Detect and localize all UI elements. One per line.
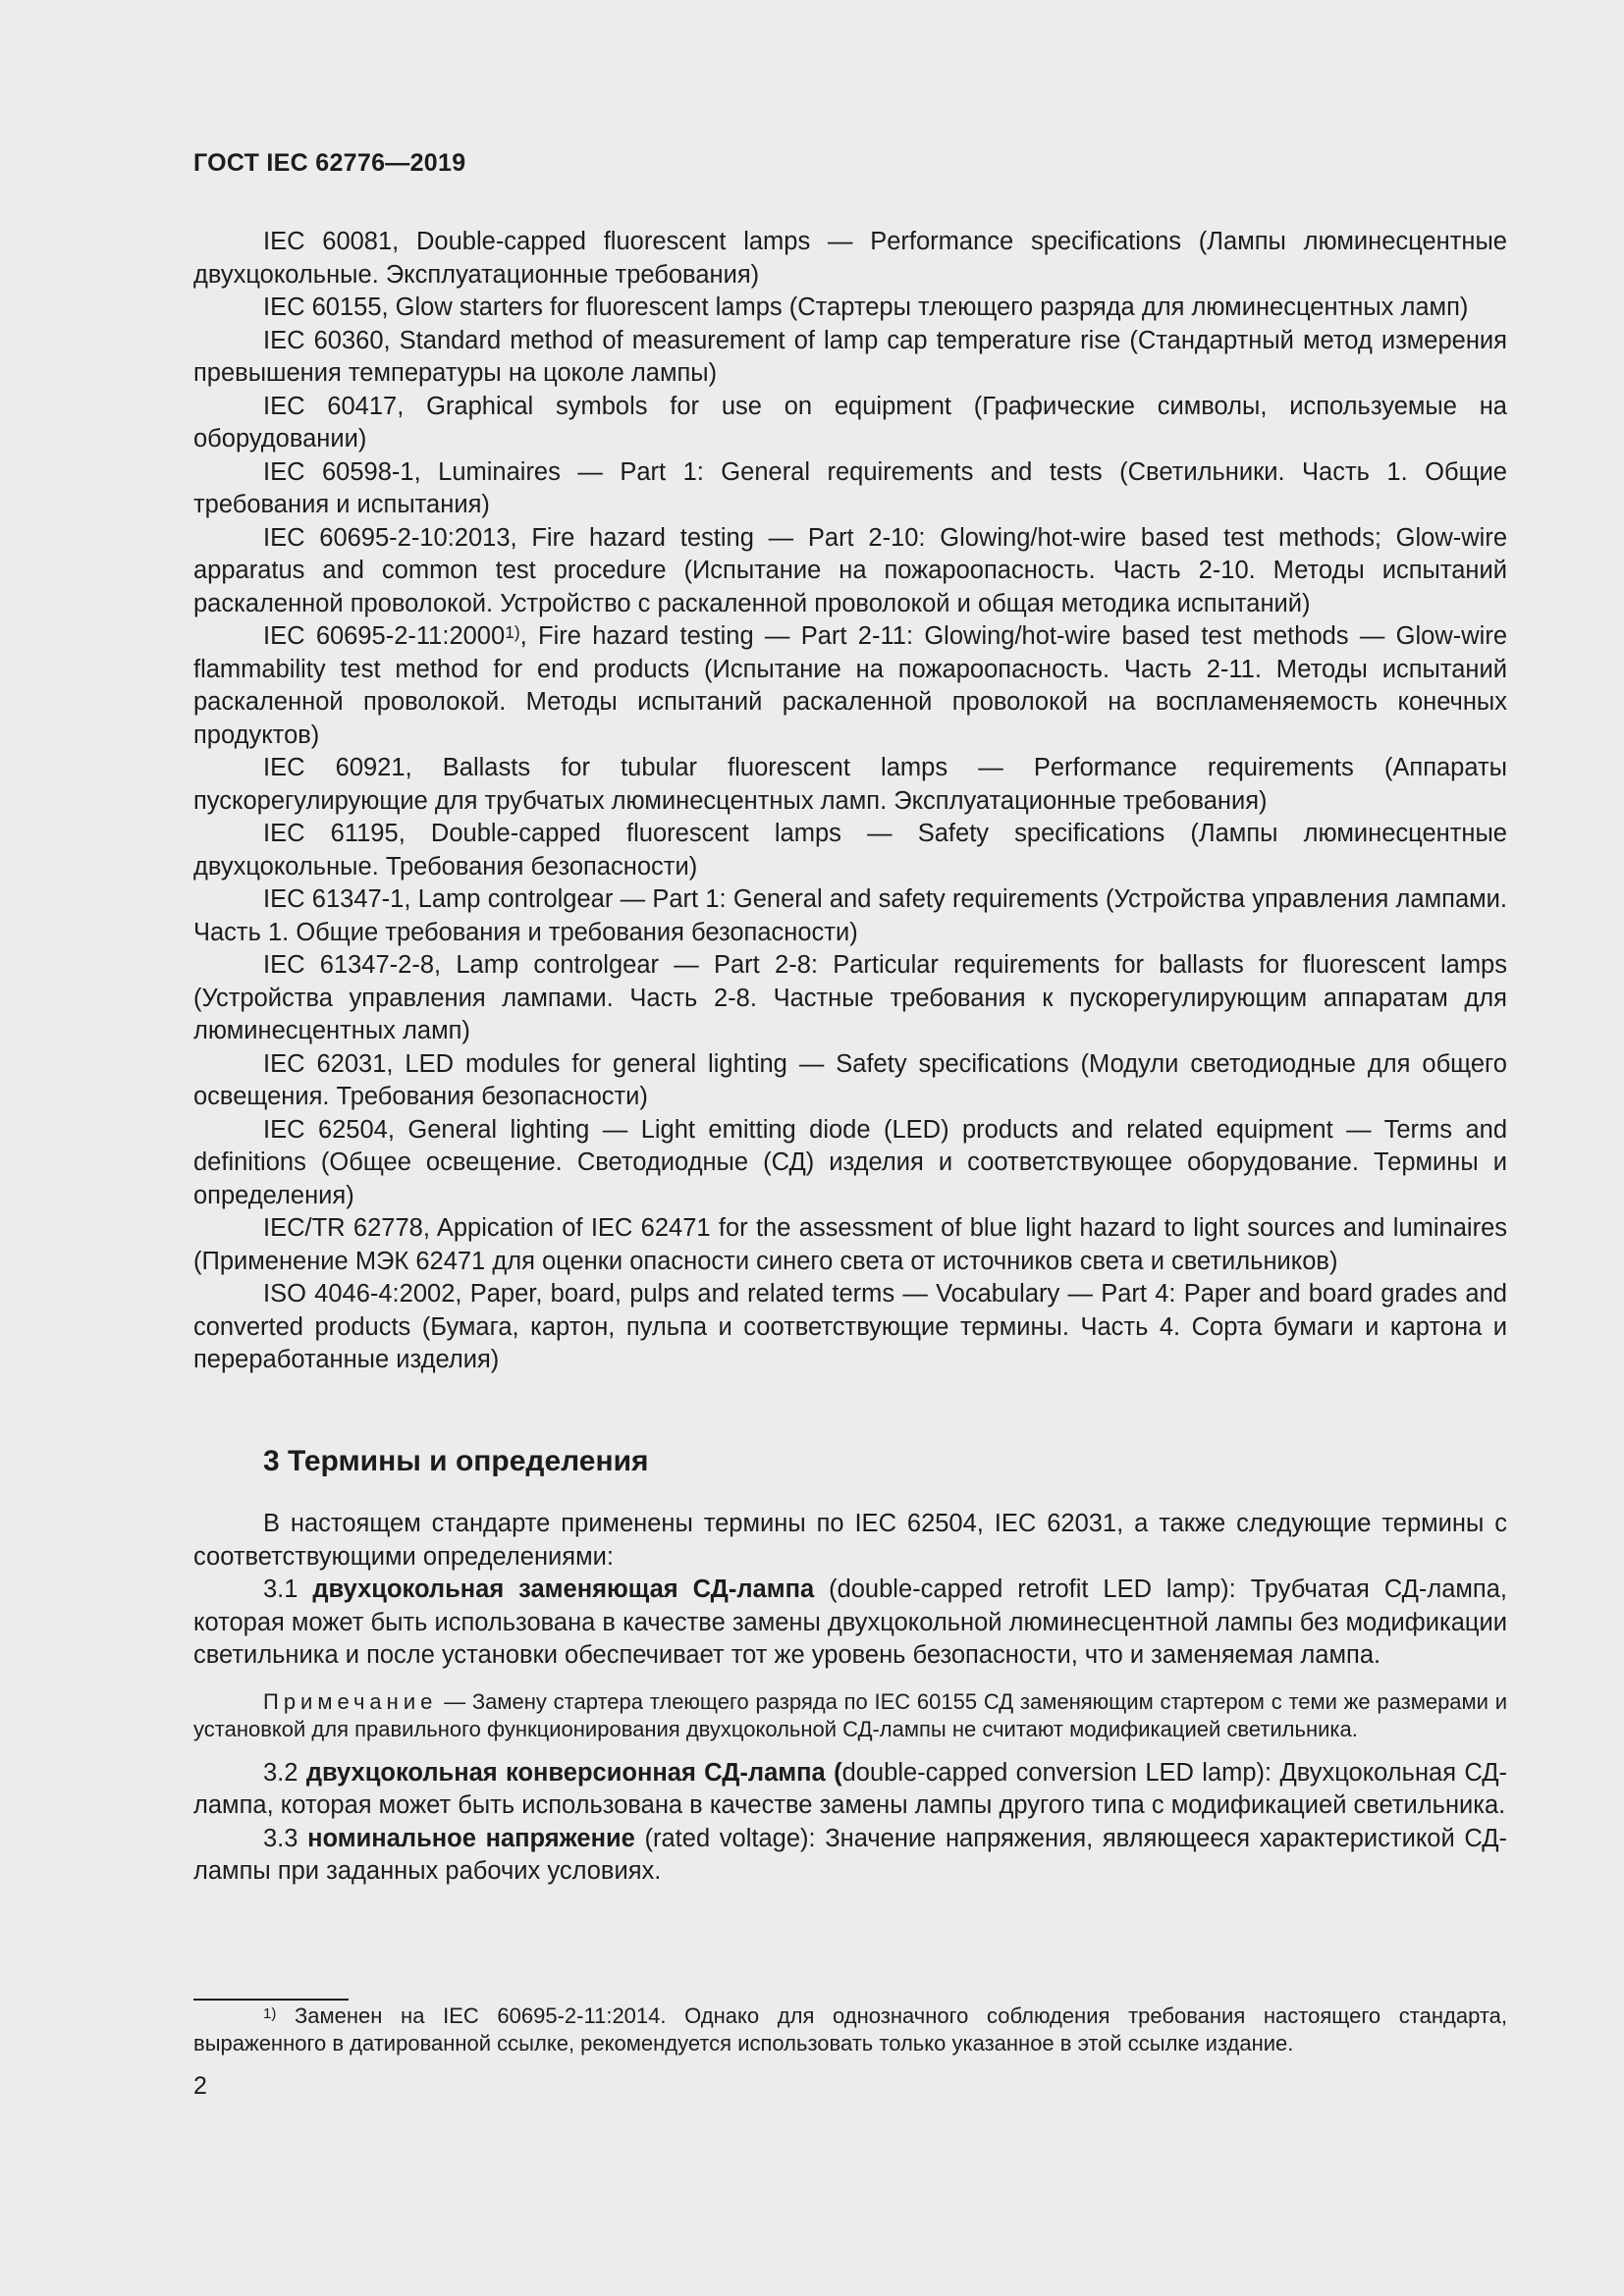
reference-text: , Ballasts for tubular fluorescent lamps — Performance requirements (Аппараты пускорегулирующие для трубчатых люминесцентных ламп. Эксплуатационные требования) bbox=[193, 754, 1507, 815]
reference-item bbox=[193, 1278, 1507, 1377]
reference-text: , Graphical symbols for use on equipment (Графические символы, используемые на оборудовании) bbox=[193, 392, 1507, 453]
reference-code: IEC 61347-2-8 bbox=[263, 951, 435, 979]
reference-code: IEC 60360 bbox=[263, 326, 384, 354]
reference-code: IEC 60695-2-11:2000 bbox=[263, 622, 506, 650]
reference-text: , LED modules for general lighting — Safety specifications (Модули светодиодные для общего освещения. Требования безопасности) bbox=[193, 1049, 1507, 1110]
reference-code: IEC 62031 bbox=[263, 1049, 387, 1078]
reference-text: , Fire hazard testing — Part 2-10: Glowing/hot-wire based test methods; Glow-wire apparatus and common test procedure (Испытание на пожароопасность. Часть 2-10. Методы испытаний раскаленной проволокой. Устройство с раскаленной проволокой и общая методика испытаний) bbox=[193, 523, 1507, 617]
footnote-marker: 1) bbox=[263, 2004, 277, 2022]
reference-item bbox=[193, 1212, 1507, 1278]
term-text: (rated voltage): Значение напряжения, являющееся характеристикой СД-лампы при заданных рабочих условиях. bbox=[193, 1824, 1507, 1885]
term-number: 3.1 bbox=[263, 1575, 298, 1603]
note bbox=[193, 1688, 1507, 1743]
reference-text: , Double-capped fluorescent lamps — Performance specifications (Лампы люминесцентные двухцокольные. Эксплуатационные требования) bbox=[193, 228, 1507, 289]
reference-code: IEC/TR 62778 bbox=[263, 1214, 423, 1242]
reference-code: IEC 61195 bbox=[263, 820, 399, 847]
term-name: двухцокольная конверсионная СД-лампа ( bbox=[305, 1758, 842, 1787]
term-text: double-capped conversion LED lamp): Двухцокольная СД-лампа, которая может быть использована в качестве замены лампы другого типа с модификацией светильника. bbox=[193, 1758, 1508, 1819]
reference-text: , Glow starters for fluorescent lamps (Стартеры тлеющего разряда для люминесцентных ламп) bbox=[381, 294, 1469, 321]
reference-item bbox=[193, 391, 1507, 456]
note-text: — Замену стартера тлеющего разряда по IEC 60155 СД заменяющим стартером с теми же размерами и установкой для правильного функционирования двухцокольной СД-лампы не считают модификацией светильника. bbox=[193, 1688, 1507, 1741]
term-definition bbox=[193, 1574, 1507, 1673]
reference-text: , General lighting — Light emitting diode (LED) products and related equipment — Terms and definitions (Общее освещение. Светодиодные (СД) изделия и соответствующее оборудование. Термины и определения) bbox=[193, 1115, 1507, 1209]
term-name: двухцокольная заменяющая СД-лампа bbox=[312, 1575, 815, 1603]
reference-item bbox=[193, 325, 1507, 391]
reference-text: , Lamp controlgear — Part 1: General and safety requirements (Устройства управления лампами. Часть 1. Общие требования и требования безопасности) bbox=[193, 885, 1507, 946]
reference-text: , Luminaires — Part 1: General requirements and tests (Светильники. Часть 1. Общие требования и испытания) bbox=[193, 457, 1507, 518]
reference-code: IEC 60921 bbox=[263, 754, 406, 781]
term-number: 3.2 bbox=[263, 1758, 298, 1787]
reference-text: , Lamp controlgear — Part 2-8: Particular requirements for ballasts for fluorescent lamps (Устройства управления лампами. Часть 2-8. Частные требования к пускорегулирующим аппаратам для люминесцентных ламп) bbox=[193, 951, 1507, 1044]
reference-code: IEC 60695-2-10:2013 bbox=[263, 523, 511, 552]
section-intro: В настоящем стандарте применены термины по IEC 62504, IEC 62031, а также следующие термины с соответствующими определениями: bbox=[193, 1510, 1507, 1571]
reference-code: IEC 61347-1 bbox=[263, 885, 405, 913]
footnote-separator bbox=[193, 1999, 349, 2001]
reference-code: IEC 60081 bbox=[263, 228, 393, 255]
reference-text: , Standard method of measurement of lamp cap temperature rise (Стандартный метод измерения превышения температуры на цоколе лампы) bbox=[193, 326, 1507, 387]
footnote-text: Заменен на IEC 60695-2-11:2014. Однако для однозначного соблюдения требования настоящего стандарта, выраженного в датированной ссылке, рекомендуется использовать только указанное в этой ссылке издание. bbox=[193, 2003, 1507, 2056]
reference-item bbox=[193, 818, 1507, 883]
reference-item bbox=[193, 883, 1507, 949]
reference-text: , Fire hazard testing — Part 2-11: Glowing/hot-wire based test methods — Glow-wire flammability test method for end products (Испытание на пожароопасность. Часть 2-11. Методы испытаний раскаленной проволокой. Методы испытаний раскаленной проволокой на воспламеняемость конечных продуктов) bbox=[193, 622, 1508, 749]
term-name: номинальное напряжение bbox=[307, 1824, 635, 1852]
reference-code: IEC 60598-1 bbox=[263, 457, 414, 486]
reference-item bbox=[193, 752, 1507, 818]
normative-references-list bbox=[193, 226, 1507, 1377]
page-number: 2 bbox=[193, 2072, 207, 2100]
note-label: Примечание bbox=[263, 1688, 438, 1714]
reference-item bbox=[193, 226, 1507, 292]
reference-item bbox=[193, 620, 1507, 752]
footnote bbox=[193, 2002, 1507, 2057]
reference-text: , Double-capped fluorescent lamps — Safety specifications (Лампы люминесцентные двухцокольные. Требования безопасности) bbox=[193, 820, 1507, 881]
reference-item bbox=[193, 292, 1507, 325]
reference-item bbox=[193, 456, 1507, 522]
terms-section bbox=[193, 1508, 1507, 1889]
footnote-reference: 1) bbox=[505, 621, 520, 642]
term-text: (double-capped retrofit LED lamp): Трубчатая СД-лампа, которая может быть использована в качестве замены двухцокольной люминесцентной лампы без модификации светильника и после установки обеспечивает тот же уровень безопасности, что и заменяемая лампа. bbox=[193, 1575, 1507, 1669]
term-definition bbox=[193, 1823, 1507, 1889]
reference-item bbox=[193, 949, 1507, 1048]
reference-code: IEC 60417 bbox=[263, 392, 398, 420]
reference-text: , Appication of IEC 62471 for the assessment of blue light hazard to light sources and luminaires (Применение МЭК 62471 для оценки опасности синего света от источников света и светильников) bbox=[193, 1214, 1507, 1275]
reference-code: IEC 60155 bbox=[263, 294, 382, 321]
page-header: ГОСТ IEC 62776—2019 bbox=[193, 149, 466, 177]
reference-text: , Paper, board, pulps and related terms — Vocabulary — Part 4: Paper and board grades and converted products (Бумага, картон, пульпа и соответствующие термины. Часть 4. Сорта бумаги и картона и переработанные изделия) bbox=[193, 1280, 1507, 1373]
reference-code: IEC 62504 bbox=[263, 1115, 388, 1144]
section-title: 3 Термины и определения bbox=[263, 1445, 649, 1477]
reference-item bbox=[193, 1048, 1507, 1114]
reference-code: ISO 4046-4:2002 bbox=[263, 1280, 456, 1308]
reference-item bbox=[193, 1114, 1507, 1213]
reference-item bbox=[193, 522, 1507, 621]
term-definition bbox=[193, 1757, 1507, 1823]
term-number: 3.3 bbox=[263, 1824, 298, 1852]
